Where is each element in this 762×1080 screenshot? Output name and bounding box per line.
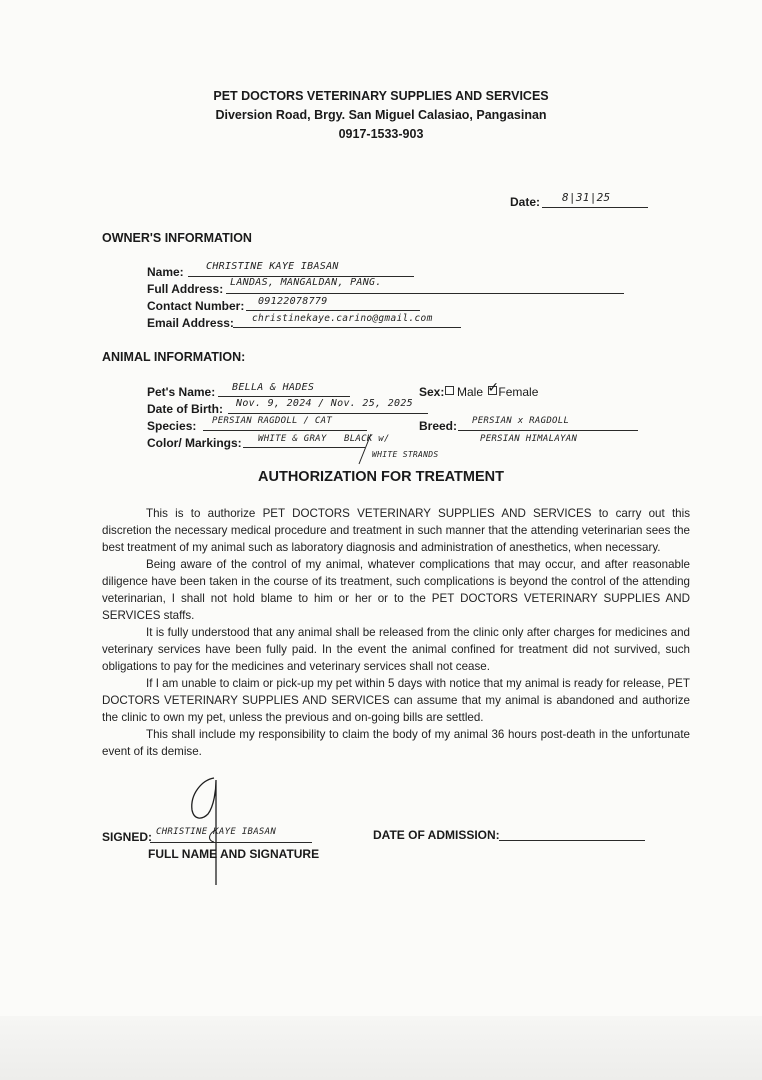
authorization-paragraph: If I am unable to claim or pick-up my pet within 5 days with notice that my animal is ready for release, PET DOCTORS VETERINARY SUPPLIES AND SERVICES can assume that my animal is abandoned and authorize the clinic to own my pet, unless the previous and on-going bills are settled.: [102, 677, 690, 724]
address-line: [226, 293, 624, 294]
male-option-label: Male: [457, 385, 484, 399]
male-checkbox[interactable]: [445, 386, 454, 395]
email-label: Email Address:: [147, 316, 234, 330]
color-value: WHITE & GRAY: [258, 434, 327, 444]
contact-value: 09122078779: [258, 296, 328, 307]
email-line: [233, 327, 461, 328]
admission-date-line: [499, 840, 645, 841]
female-checkbox[interactable]: [487, 380, 500, 396]
breed-line: [458, 430, 638, 431]
sex-options: [445, 380, 539, 399]
pet-name-label: Pet's Name:: [147, 385, 216, 399]
species-label: Species:: [147, 419, 197, 433]
date-value: 8|31|25: [562, 191, 611, 204]
female-option-label: Female: [498, 385, 539, 399]
pet-name-line: [218, 396, 350, 397]
page-bottom-shadow: [0, 1016, 762, 1080]
owner-section-title: OWNER'S INFORMATION: [102, 231, 252, 245]
dob-value: Nov. 9, 2024 / Nov. 25, 2025: [236, 398, 413, 409]
date-label: Date:: [510, 195, 541, 209]
owner-name-value: CHRISTINE KAYE IBASAN: [206, 261, 339, 272]
slash-mark-icon: [355, 432, 375, 466]
authorization-paragraph: It is fully understood that any animal shall be released from the clinic only after charges for medicines and veterinary services have been fully paid. In the event the animal confined for treatment did not survived, such obligations to pay for the medicines and veterinary services shall not cease.: [102, 626, 690, 673]
date-line: [542, 207, 648, 208]
company-name: PET DOCTORS VETERINARY SUPPLIES AND SERVICES: [213, 89, 549, 103]
contact-label: Contact Number:: [147, 299, 245, 313]
signed-label: SIGNED:: [102, 830, 153, 844]
breed-label: Breed:: [419, 419, 458, 433]
address-value: LANDAS, MANGALDAN, PANG.: [230, 277, 382, 288]
species-value: PERSIAN RAGDOLL / CAT: [212, 416, 333, 426]
color-markings-line: [243, 447, 365, 448]
email-value: christinekaye.carino@gmail.com: [252, 313, 433, 324]
authorization-title: AUTHORIZATION FOR TREATMENT: [258, 469, 504, 485]
contact-line: [246, 310, 420, 311]
address-label: Full Address:: [147, 282, 224, 296]
color-value-second: BLACK w/: [344, 434, 390, 444]
owner-name-label: Name:: [147, 265, 184, 279]
signed-value: CHRISTINE KAYE IBASAN: [156, 827, 277, 837]
breed-value: PERSIAN x RAGDOLL: [472, 416, 570, 426]
signature-caption: FULL NAME AND SIGNATURE: [148, 847, 320, 861]
pet-name-value: BELLA & HADES: [232, 382, 315, 393]
breed-value-second: PERSIAN HIMALAYAN: [480, 434, 578, 444]
company-address: Diversion Road, Brgy. San Miguel Calasiao, Pangasinan: [215, 108, 547, 122]
admission-date-label: DATE OF ADMISSION:: [373, 828, 500, 842]
authorization-paragraph: This shall include my responsibility to claim the body of my animal 36 hours post-death in the unfortunate event of its demise.: [102, 728, 690, 758]
color-markings-label: Color/ Markings:: [147, 436, 242, 450]
authorization-paragraph: This is to authorize PET DOCTORS VETERINARY SUPPLIES AND SERVICES to carry out this discretion the necessary medical procedure and treatment in such manner that the attending veterinarian sees the best treatment of my animal such as laboratory diagnosis and administration of anesthetics, when necessary.: [102, 507, 690, 554]
signed-line: [150, 842, 312, 843]
company-phone: 0917-1533-903: [338, 127, 424, 141]
animal-section-title: ANIMAL INFORMATION:: [102, 350, 246, 364]
dob-line: [228, 413, 428, 414]
color-value-third: WHITE STRANDS: [372, 450, 439, 459]
female-check-mark-icon: ✓: [487, 380, 500, 396]
dob-label: Date of Birth:: [147, 402, 223, 416]
authorization-body: [102, 505, 690, 760]
sex-label: Sex:: [419, 385, 445, 399]
species-line: [203, 430, 367, 431]
authorization-paragraph: Being aware of the control of my animal, whatever complications that may occur, and after reasonable diligence have been taken in the course of its treatment, such complications is beyond the control of the attending veterinarian, I shall not hold blame to him or her or to the PET DOCTORS VETERINARY SUPPLIES AND SERVICES staffs.: [102, 558, 690, 622]
